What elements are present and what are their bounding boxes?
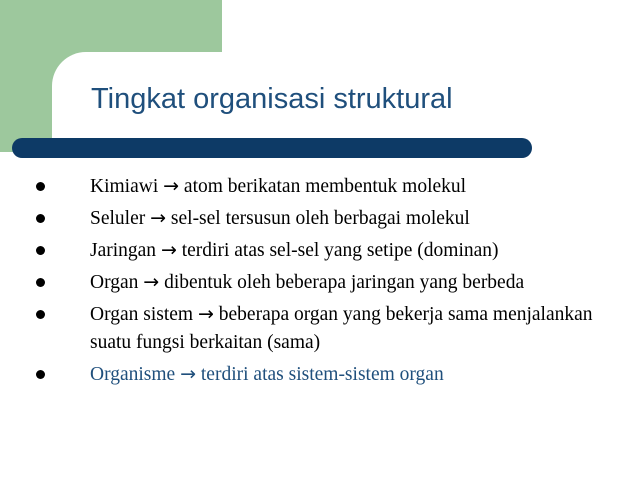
bullet-dot-icon: [36, 310, 45, 319]
arrow-right-icon: →: [163, 175, 180, 197]
bullet-term: Organisme: [90, 364, 176, 385]
list-item: [36, 300, 626, 357]
slide-title: Tingkat organisasi struktural: [91, 83, 453, 115]
list-item: [36, 204, 626, 233]
bullet-term: Organ: [90, 272, 139, 293]
arrow-right-icon: →: [160, 239, 177, 261]
list-item: [36, 172, 626, 201]
bullet-text: terdiri atas sistem-sistem organ: [200, 364, 444, 385]
bullet-term: Organ sistem: [90, 304, 194, 325]
bullet-text: atom berikatan membentuk molekul: [183, 176, 467, 197]
list-item: [36, 268, 626, 297]
bullet-text: terdiri atas sel-sel yang setipe (dominan): [181, 240, 499, 261]
arrow-right-icon: →: [143, 271, 160, 293]
list-item: [36, 360, 626, 389]
title-underline-bar: [12, 138, 532, 158]
bullet-text: dibentuk oleh beberapa jaringan yang berbeda: [164, 272, 525, 293]
arrow-right-icon: →: [150, 207, 167, 229]
bullet-dot-icon: [36, 278, 45, 287]
bullet-dot-icon: [36, 370, 45, 379]
arrow-right-icon: →: [180, 363, 197, 385]
bullet-dot-icon: [36, 214, 45, 223]
bullet-dot-icon: [36, 182, 45, 191]
bullet-term: Kimiawi: [90, 176, 159, 197]
bullet-text: sel-sel tersusun oleh berbagai molekul: [170, 208, 470, 229]
arrow-right-icon: →: [197, 303, 214, 325]
bullet-text: beberapa organ yang bekerja sama menjalankan suatu fungsi berkaitan (sama): [90, 304, 593, 353]
bullet-list: [36, 172, 626, 392]
list-item: [36, 236, 626, 265]
bullet-term: Jaringan: [90, 240, 157, 261]
bullet-term: Seluler: [90, 208, 146, 229]
bullet-dot-icon: [36, 246, 45, 255]
